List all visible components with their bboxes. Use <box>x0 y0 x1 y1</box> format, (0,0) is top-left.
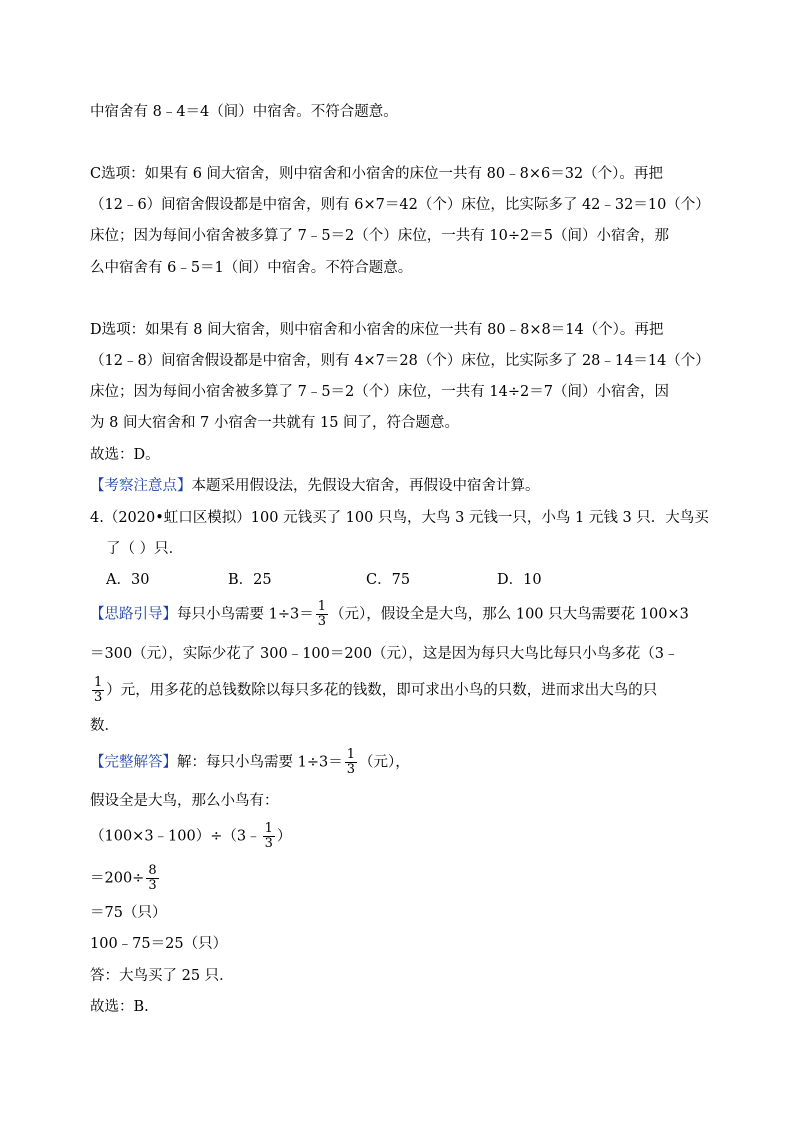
fraction-numerator: 1 <box>346 747 355 762</box>
fraction-numerator: 1 <box>317 599 326 614</box>
answer-line <box>90 748 410 777</box>
fraction <box>345 748 357 777</box>
answer-text: 解：每只小鸟需要 1÷3＝ <box>177 754 343 771</box>
answer-text: ） <box>276 828 292 845</box>
hint-text: 每只小鸟需要 1÷3＝ <box>177 606 314 623</box>
fraction-denominator: 3 <box>264 836 273 851</box>
answer-line <box>90 822 291 851</box>
fraction-denominator: 3 <box>148 878 157 893</box>
question-line: 4.（2020•虹口区模拟）100 元钱买了 100 只鸟，大鸟 3 元钱一只，小鸟 1 元钱 3 只．大鸟买 <box>90 510 709 526</box>
question-line: 了（ ）只． <box>106 541 184 557</box>
text-line: （12﹣6）间宿舍假设都是中宿舍，则有 6×7＝42（个）床位，比实际多了 42﹣32＝10（个） <box>90 197 710 213</box>
fraction-numerator: 8 <box>148 863 157 878</box>
fraction-numerator: 1 <box>94 675 103 690</box>
text-line: 床位；因为每间小宿舍被多算了 7﹣5＝2（个）床位，一共有 10÷2＝5（间）小宿舍，那 <box>90 228 669 244</box>
fraction <box>92 676 104 705</box>
text-line: 床位；因为每间小宿舍被多算了 7﹣5＝2（个）床位，一共有 14÷2＝7（间）小宿舍，因 <box>90 384 669 400</box>
text-line: C选项：如果有 6 间大宿舍，则中宿舍和小宿舍的床位一共有 80﹣8×6＝32（个）。再把 <box>90 166 663 182</box>
answer-text: （元）， <box>359 754 410 771</box>
hint-line <box>90 600 689 629</box>
hint-text: （元），假设全是大鸟，那么 100 只大鸟需要花 100×3 <box>330 606 689 623</box>
text-line: （12﹣8）间宿舍假设都是中宿舍，则有 4×7＝28（个）床位，比实际多了 28﹣14＝14（个） <box>90 353 710 369</box>
fraction-denominator: 3 <box>317 614 326 629</box>
text-line: 么中宿舍有 6﹣5＝1（间）中宿舍。不符合题意。 <box>90 260 413 276</box>
option-a: A．30 <box>106 572 150 588</box>
option-b: B．25 <box>228 572 272 588</box>
note-line <box>90 476 540 496</box>
answer-line: 假设全是大鸟，那么小鸟有： <box>90 793 279 809</box>
fraction-denominator: 3 <box>94 690 103 705</box>
hint-line <box>90 676 657 705</box>
text-line: D选项：如果有 8 间大宿舍，则中宿舍和小宿舍的床位一共有 80﹣8×8＝14（个）。再把 <box>90 322 664 338</box>
answer-text: （100×3﹣100）÷（3﹣ <box>90 828 261 845</box>
hint-line: ＝300（元），实际少花了 300﹣100＝200（元），这是因为每只大鸟比每只小鸟多花（3﹣ <box>90 646 679 662</box>
fraction <box>146 864 158 893</box>
option-d: D．10 <box>497 572 542 588</box>
hint-text: ）元，用多花的总钱数除以每只多花的钱数，即可求出小鸟的只数，进而求出大鸟的只 <box>106 682 658 699</box>
fraction-denominator: 3 <box>346 762 355 777</box>
answer-tag: 【完整解答】 <box>90 754 177 771</box>
text-line: 中宿舍有 8﹣4＝4（间）中宿舍。不符合题意。 <box>90 104 398 120</box>
hint-line: 数． <box>90 718 119 734</box>
hint-tag: 【思路引导】 <box>90 606 177 623</box>
note-tag: 【考察注意点】 <box>90 478 192 494</box>
answer-line <box>90 864 161 893</box>
fraction-numerator: 1 <box>264 821 273 836</box>
fraction <box>263 822 275 851</box>
answer-line: ＝75（只） <box>90 905 167 921</box>
answer-line: 答：大鸟买了 25 只． <box>90 968 234 984</box>
text-line: 故选：D。 <box>90 447 160 463</box>
fraction <box>316 600 328 629</box>
text-line: 为 8 间大宿舍和 7 小宿舍一共就有 15 间了，符合题意。 <box>90 415 460 431</box>
option-c: C．75 <box>366 572 411 588</box>
answer-text: ＝200÷ <box>90 870 145 887</box>
answer-line: 故选：B. <box>90 999 149 1015</box>
note-text: 本题采用假设法，先假设大宿舍，再假设中宿舍计算。 <box>191 478 540 494</box>
answer-line: 100﹣75＝25（只） <box>90 936 228 952</box>
